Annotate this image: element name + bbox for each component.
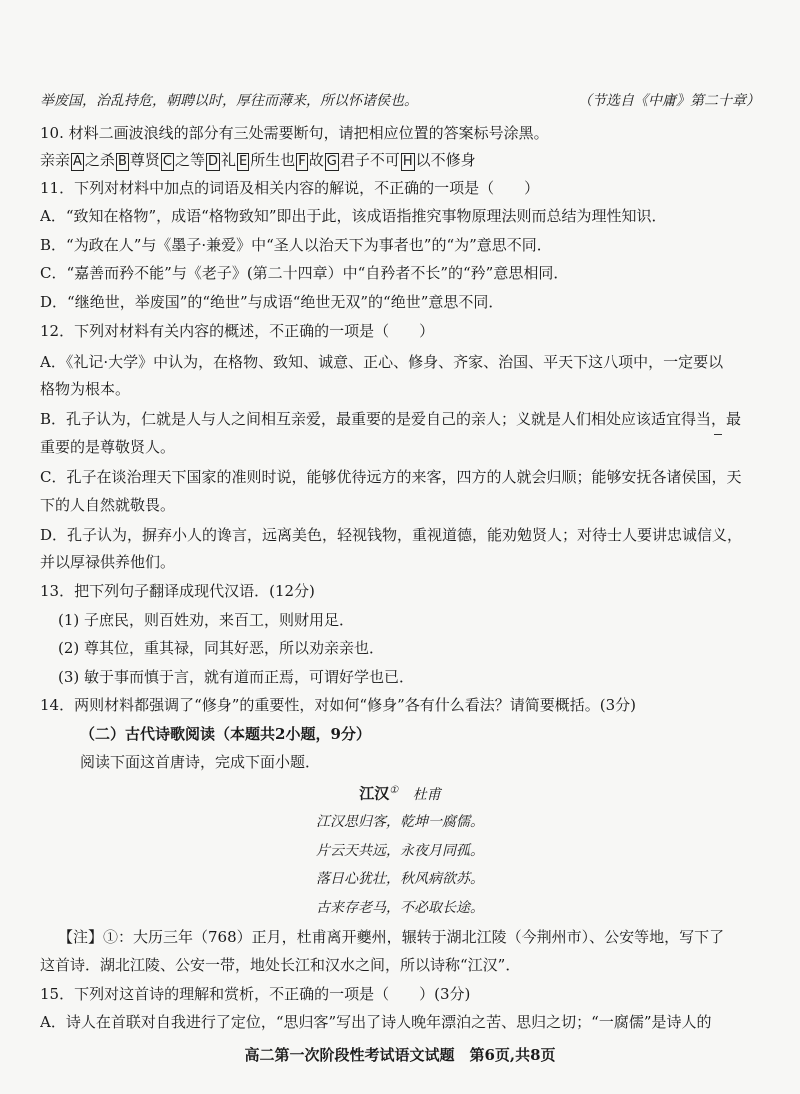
q11-option-c: C．“嘉善而矜不能”与《老子》(第二十四章）中“自矜者不长”的“矜”意思相同． xyxy=(40,264,569,282)
q13-item-2: (2) 尊其位，重其禄，同其好恶，所以劝亲亲也． xyxy=(58,639,385,657)
q10-seg-9: 以不修身 xyxy=(415,151,476,169)
q12-stem: 12．下列对材料有关内容的概述，不正确的一项是（ ） xyxy=(40,322,435,340)
q11-stem: 11．下列对材料中加点的词语及相关内容的解说，不正确的一项是（ ） xyxy=(40,179,540,197)
q11-option-d: D．“继绝世，举废国”的“绝世”与成语“绝世无双”的“绝世”意思不同． xyxy=(40,293,504,311)
q10-box-b[interactable]: B xyxy=(117,154,127,169)
q10-box-d[interactable]: D xyxy=(207,154,218,169)
q10-seg-5: 礼 xyxy=(220,151,236,169)
q13-stem: 13．把下列句子翻译成现代汉语．(12分) xyxy=(40,582,315,600)
poem-note-line2: 这首诗．湖北江陵、公安一带，地处长江和汉水之间，所以诗称“江汉”． xyxy=(40,956,521,974)
q13-item-3: (3) 敏于事而慎于言，就有道而正焉，可谓好学也已． xyxy=(58,668,415,686)
section2-heading: （二）古代诗歌阅读（本题共2小题，9分） xyxy=(80,725,371,743)
q12-option-b-line1: B．孔子认为，仁就是人与人之间相互亲爱，最重要的是爱自己的亲人；义就是人们相处应该适宜得当，最 xyxy=(40,410,742,428)
q10-seg-3: 尊贤 xyxy=(129,151,160,169)
page-footer: 高二第一次阶段性考试语文试题 第6页,共8页 xyxy=(244,1046,556,1064)
q12-option-b-line2: 重要的是尊敬贤人。 xyxy=(40,438,176,456)
q10-box-h[interactable]: H xyxy=(402,154,413,169)
poem-header xyxy=(0,780,800,806)
section2-intro: 阅读下面这首唐诗，完成下面小题． xyxy=(80,753,321,771)
q15-stem: 15．下列对这首诗的理解和赏析，不正确的一项是（ ）(3分) xyxy=(40,985,471,1003)
poem-line-1: 江汉思归客，乾坤一腐儒。 xyxy=(316,814,484,830)
q11-option-a: A．“致知在格物”，成语“格物致知”即出于此，该成语指推究事物原理法则而总结为理性知识． xyxy=(40,207,667,225)
q10-box-a[interactable]: A xyxy=(73,154,82,169)
poem-line-2: 片云天共远，永夜月同孤。 xyxy=(316,843,484,859)
q12-option-d-line2: 并以厚禄供养他们。 xyxy=(40,553,176,571)
q10-box-e[interactable]: E xyxy=(239,154,248,169)
q12-option-c-line2: 下的人自然就敬畏。 xyxy=(40,496,176,514)
q10-sentence xyxy=(40,149,760,171)
q10-box-g[interactable]: G xyxy=(326,154,337,169)
q10-seg-7: 故 xyxy=(308,151,324,169)
poem-note-line1: 【注】①：大历三年（768）正月，杜甫离开夔州，辗转于湖北江陵（今荆州市）、公安等地，写下了 xyxy=(58,928,725,946)
q11-option-b: B．“为政在人”与《墨子·兼爱》中“圣人以治天下为事者也”的“为”意思不同． xyxy=(40,236,552,254)
q10-box-c[interactable]: C xyxy=(162,154,172,169)
q10-box-f[interactable]: F xyxy=(298,154,306,169)
poem-title: 江汉 xyxy=(359,784,390,803)
q12-option-a-line2: 格物为根本。 xyxy=(40,380,131,398)
q12-option-c-line1: C．孔子在谈治理天下国家的准则时说，能够优待远方的来客，四方的人就会归顺；能够安抚各诸侯国，天 xyxy=(40,468,742,486)
poem-line-3: 落日心犹壮，秋风病欲苏。 xyxy=(316,871,484,887)
q12-option-a-line1: A．《礼记·大学》中认为，在格物、致知、诚意、正心、修身、齐家、治国、平天下这八项中，一定要以 xyxy=(40,353,724,371)
poem-author: 杜甫 xyxy=(412,786,441,803)
q10-seg-8: 君子不可 xyxy=(339,151,400,169)
q10-stem: 10. 材料二画波浪线的部分有三处需要断句，请把相应位置的答案标号涂黑。 xyxy=(40,124,549,142)
q13-item-1: (1) 子庶民，则百姓劝，来百工，则财用足． xyxy=(58,611,355,629)
scan-mark xyxy=(714,434,722,435)
top-text: 举废国，治乱持危，朝聘以时，厚往而薄来，所以怀诸侯也。 xyxy=(40,93,418,109)
q14-stem: 14．两则材料都强调了“修身”的重要性，对如何“修身”各有什么看法？请简要概括。(3分) xyxy=(40,696,637,714)
q10-seg-6: 所生也 xyxy=(250,151,296,169)
q15-option-a-line1: A．诗人在首联对自我进行了定位，“思归客”写出了诗人晚年漂泊之苦、思归之切；“一腐儒”是诗人的 xyxy=(40,1013,712,1031)
top-line xyxy=(40,90,760,112)
q10-seg-2: 之杀 xyxy=(84,151,115,169)
poem-note-mark: ① xyxy=(389,785,399,796)
q12-option-d-line1: D．孔子认为，摒弃小人的谗言，远离美色，轻视钱物，重视道德，能劝勉贤人；对待士人要讲忠诚信义， xyxy=(40,526,743,544)
q10-seg-1: 亲亲 xyxy=(40,151,71,169)
q10-seg-4: 之等 xyxy=(174,151,205,169)
poem-line-4: 古来存老马，不必取长途。 xyxy=(316,900,484,916)
top-source: （节选自《中庸》第二十章） xyxy=(578,93,760,109)
